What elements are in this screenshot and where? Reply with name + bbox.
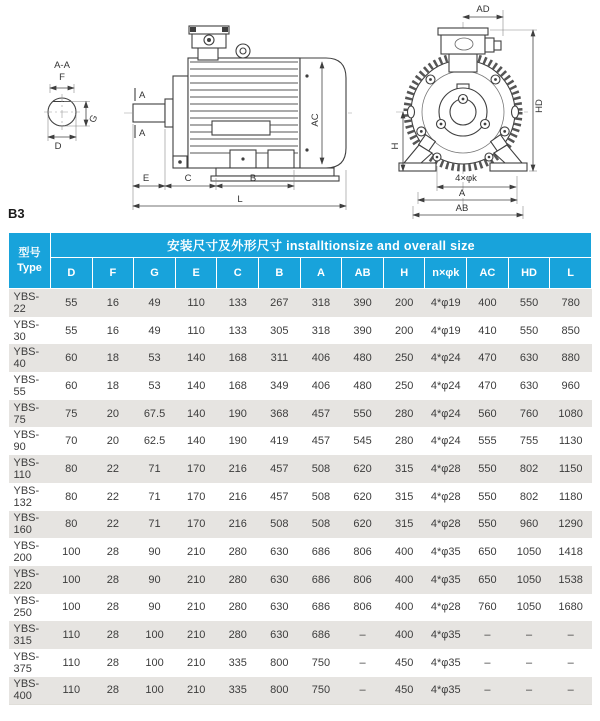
row-type: YBS-200	[13, 540, 40, 565]
row-type: YBS-110	[13, 456, 40, 481]
type-column-header	[9, 233, 51, 289]
cell: 16	[106, 324, 120, 337]
cell: 80	[65, 518, 78, 531]
cell: 4*φ24	[430, 352, 461, 365]
cell: 170	[186, 490, 206, 503]
cell: 4*φ28	[430, 601, 461, 614]
dim-label-ac: AC	[310, 113, 321, 127]
cell: 368	[270, 407, 289, 420]
cell: 280	[228, 629, 247, 642]
cell: 305	[270, 324, 289, 337]
cell: 4*φ35	[430, 656, 461, 669]
table-row	[9, 649, 592, 677]
cell: 4*φ35	[430, 629, 461, 642]
mounting-code-label: B3	[8, 206, 25, 221]
cell: 110	[62, 629, 81, 642]
cell: 1050	[516, 601, 542, 614]
cell: 16	[106, 296, 120, 309]
cell: 4*φ35	[425, 677, 467, 705]
cell: 508	[311, 518, 331, 531]
cell: 780	[561, 296, 580, 309]
cell: 280	[395, 407, 414, 420]
cell: 60	[65, 352, 78, 365]
cell: 545	[353, 435, 372, 448]
cell: 55	[65, 296, 78, 309]
cell: 140	[186, 352, 206, 365]
cell: 4*φ24	[430, 407, 461, 420]
cell: 67.5	[143, 407, 166, 420]
cell: 210	[186, 656, 206, 669]
cell: 560	[478, 407, 497, 420]
cell: 470	[478, 352, 497, 365]
cell: 4*φ28	[430, 518, 461, 531]
col-header-nk: n×φk	[425, 258, 467, 289]
cell: –	[525, 629, 533, 642]
cell: 400	[395, 573, 414, 586]
col-header-f: F	[92, 258, 134, 289]
cell: 100	[62, 546, 81, 559]
col-header-c: C	[217, 258, 259, 289]
cell: 28	[106, 573, 120, 586]
cell: 686	[311, 573, 331, 586]
section-marker-top: A	[139, 90, 146, 101]
cell: 508	[311, 490, 331, 503]
cell: 802	[519, 490, 539, 503]
cell: –	[467, 677, 509, 705]
cell: 760	[478, 601, 497, 614]
cell: 4*φ24	[430, 379, 461, 392]
cell: 400	[395, 629, 414, 642]
row-type: YBS-160	[13, 512, 40, 537]
technical-drawing	[0, 0, 600, 230]
cell: 110	[187, 296, 205, 309]
section-marker-bottom: A	[139, 128, 146, 139]
cell: 508	[270, 518, 289, 531]
cell: 406	[311, 352, 331, 365]
dim-label-c: C	[184, 173, 192, 184]
cell: –	[484, 629, 491, 642]
col-header-l: L	[550, 258, 592, 289]
cell: 216	[228, 490, 247, 503]
table-row	[9, 344, 592, 372]
col-header-b: B	[259, 258, 301, 289]
cell: 133	[228, 324, 247, 337]
cell: 630	[270, 629, 289, 642]
cell: 20	[106, 435, 120, 448]
cell: 100	[134, 677, 176, 705]
cell: 280	[395, 435, 414, 448]
dim-label-g: G	[87, 113, 101, 125]
cell: 90	[148, 546, 161, 559]
nameplate	[212, 121, 270, 135]
cell: 555	[478, 435, 497, 448]
cell: 630	[519, 352, 539, 365]
cell: 28	[106, 656, 120, 669]
cell: 457	[270, 462, 289, 475]
dim-label-hd: HD	[534, 99, 545, 113]
cell: 110	[62, 656, 81, 669]
terminal-box-side	[189, 26, 229, 60]
cell: 28	[92, 677, 134, 705]
type-header-zh: 型号	[18, 247, 41, 260]
cell: –	[359, 656, 366, 669]
cell: 400	[395, 546, 414, 559]
cell: 267	[270, 296, 289, 309]
row-type: YBS-400	[9, 677, 51, 705]
section-view-aa	[44, 60, 100, 152]
cell: 650	[478, 546, 497, 559]
row-type: YBS-220	[13, 567, 40, 592]
spec-table	[8, 232, 592, 705]
cell: 1130	[558, 435, 583, 448]
cell: 760	[519, 407, 539, 420]
row-type: YBS-250	[13, 595, 40, 620]
row-type: YBS-22	[13, 290, 40, 315]
cell: 315	[395, 462, 414, 475]
cell: 250	[395, 379, 414, 392]
cell: 960	[561, 379, 580, 392]
cell: 4*φ35	[430, 546, 461, 559]
cell: 318	[311, 296, 331, 309]
table-row	[9, 427, 592, 455]
dim-label-d: D	[54, 141, 62, 152]
cell: 450	[383, 677, 425, 705]
section-title: A-A	[54, 60, 70, 71]
cell: 800	[259, 677, 301, 705]
table-row	[9, 317, 592, 345]
cell: 62.5	[143, 435, 166, 448]
cell: 100	[145, 656, 164, 669]
cell: 280	[228, 573, 247, 586]
cell: 1290	[558, 518, 583, 531]
cell: 1150	[558, 462, 583, 475]
cell: 170	[186, 518, 206, 531]
cell: 4*φ19	[430, 324, 461, 337]
eye-bolt	[236, 44, 250, 58]
cell: 200	[395, 324, 414, 337]
cell: 250	[395, 352, 414, 365]
cell: 806	[353, 601, 372, 614]
group-header: 安装尺寸及外形尺寸 installtionsize and overall size	[51, 233, 592, 258]
cell: 315	[395, 518, 414, 531]
cell: 630	[270, 546, 289, 559]
cell: 53	[148, 379, 161, 392]
cell: 90	[148, 573, 161, 586]
cell: –	[484, 656, 491, 669]
table-row	[9, 483, 592, 511]
cell: 4*φ19	[430, 296, 461, 309]
dim-label-e: E	[142, 173, 150, 184]
cell: 311	[270, 352, 289, 365]
col-header-e: E	[175, 258, 217, 289]
cell: 1418	[558, 546, 583, 559]
cell: 630	[270, 601, 289, 614]
cell: 280	[228, 546, 247, 559]
cell: 450	[395, 656, 414, 669]
cell: 55	[65, 324, 78, 337]
cell: 20	[106, 407, 120, 420]
cell: 410	[478, 324, 497, 337]
cell: 686	[311, 546, 331, 559]
table-body	[9, 289, 592, 705]
cell: 28	[106, 601, 120, 614]
cell: 650	[478, 573, 497, 586]
cell: 1050	[516, 573, 542, 586]
cell: 80	[65, 490, 78, 503]
cell: 140	[186, 379, 206, 392]
cell: 190	[228, 435, 247, 448]
cell: –	[525, 656, 533, 669]
cell: –	[508, 677, 550, 705]
table-row	[9, 621, 592, 649]
col-header-a: A	[300, 258, 342, 289]
cell: 550	[478, 462, 497, 475]
cell: 457	[311, 407, 331, 420]
cell: –	[359, 629, 366, 642]
cell: 802	[519, 462, 539, 475]
cell: 1538	[558, 573, 583, 586]
cell: 550	[478, 490, 497, 503]
side-view	[124, 26, 352, 210]
cell: 210	[186, 629, 206, 642]
cell: 49	[148, 296, 161, 309]
cell: 960	[519, 518, 539, 531]
cell: 170	[186, 462, 206, 475]
cell: 4*φ24	[430, 435, 461, 448]
cell: –	[567, 629, 574, 642]
cell: 686	[311, 601, 331, 614]
cell: –	[342, 677, 384, 705]
table-row	[9, 400, 592, 428]
cell: 508	[311, 462, 331, 475]
cell: 620	[353, 518, 372, 531]
cell: 470	[478, 379, 497, 392]
table-row	[9, 677, 592, 705]
row-type: YBS-90	[13, 429, 40, 454]
dim-label-l: L	[237, 194, 243, 205]
cell: 620	[353, 490, 372, 503]
table-row	[9, 566, 592, 594]
cell: 190	[228, 407, 247, 420]
cell: 210	[186, 573, 206, 586]
cell: 110	[187, 324, 205, 337]
row-type: YBS-132	[13, 484, 40, 509]
cell: 750	[300, 677, 342, 705]
cell: –	[567, 656, 574, 669]
cell: 390	[353, 324, 372, 337]
cell: 1180	[558, 490, 583, 503]
cell: 22	[106, 462, 120, 475]
cell: 630	[519, 379, 539, 392]
table-row	[9, 538, 592, 566]
cell: 216	[228, 462, 247, 475]
cell: 800	[270, 656, 289, 669]
cell: 400	[395, 601, 414, 614]
cell: 53	[148, 352, 161, 365]
col-header-ab: AB	[342, 258, 384, 289]
cell: 4*φ35	[430, 573, 461, 586]
dim-label-a: A	[458, 188, 466, 199]
cell: 80	[65, 462, 78, 475]
row-type: YBS-75	[13, 401, 40, 426]
cell: 60	[65, 379, 78, 392]
cell: 390	[353, 296, 372, 309]
table-row	[9, 511, 592, 539]
cell: 133	[228, 296, 247, 309]
cell: 210	[186, 546, 206, 559]
cell: 71	[148, 518, 161, 531]
cell: 550	[353, 407, 372, 420]
cell: 71	[148, 490, 161, 503]
cell: 210	[175, 677, 217, 705]
cell: 70	[65, 435, 78, 448]
cell: 71	[148, 462, 161, 475]
cell: 200	[395, 296, 414, 309]
dim-label-bolt-holes: 4×φk	[455, 173, 477, 184]
cell: 335	[228, 656, 247, 669]
row-type: YBS-375	[13, 650, 40, 675]
cell: 28	[106, 546, 120, 559]
dim-label-h: H	[390, 142, 401, 150]
dim-label-ab: AB	[455, 203, 469, 214]
row-type: YBS-315	[13, 623, 40, 648]
cell: 457	[270, 490, 289, 503]
cell: 550	[478, 518, 497, 531]
cell: –	[550, 677, 592, 705]
cell: 419	[270, 435, 289, 448]
col-header-d: D	[51, 258, 93, 289]
cell: 406	[311, 379, 331, 392]
cell: 318	[311, 324, 331, 337]
cell: 480	[353, 352, 372, 365]
cell: 750	[311, 656, 331, 669]
table-row	[9, 372, 592, 400]
cell: 22	[106, 518, 120, 531]
cell: 168	[228, 379, 247, 392]
cell: 140	[186, 435, 206, 448]
cell: 90	[148, 601, 161, 614]
cell: 457	[311, 435, 331, 448]
cell: 75	[65, 407, 78, 420]
col-header-ac: AC	[467, 258, 509, 289]
cell: 620	[353, 462, 372, 475]
spec-table-container	[8, 232, 592, 705]
cell: 100	[145, 629, 164, 642]
col-header-h: H	[383, 258, 425, 289]
row-type: YBS-30	[13, 318, 40, 343]
cell: 880	[561, 352, 580, 365]
cell: 28	[106, 629, 120, 642]
cell: 1680	[558, 601, 583, 614]
cell: 216	[228, 518, 247, 531]
cell: 18	[106, 352, 120, 365]
cell: 630	[270, 573, 289, 586]
cell: 550	[519, 324, 539, 337]
cell: 210	[186, 601, 206, 614]
dim-label-f: F	[59, 72, 65, 83]
cell: 22	[106, 490, 120, 503]
cell: 806	[353, 573, 372, 586]
cell: 400	[478, 296, 497, 309]
cell: 755	[519, 435, 539, 448]
cell: 550	[519, 296, 539, 309]
cell: 168	[228, 352, 247, 365]
cell: 480	[353, 379, 372, 392]
table-header	[9, 233, 592, 289]
cell: 4*φ28	[430, 462, 461, 475]
cell: 18	[106, 379, 120, 392]
table-row	[9, 594, 592, 622]
table-row	[9, 455, 592, 483]
cell: 806	[353, 546, 372, 559]
row-type: YBS-55	[13, 373, 40, 398]
front-view	[390, 4, 545, 219]
cell: 1080	[558, 407, 583, 420]
col-header-hd: HD	[508, 258, 550, 289]
cell: 110	[51, 677, 93, 705]
row-type: YBS-40	[13, 346, 40, 371]
dim-label-b: B	[249, 173, 257, 184]
type-header-en: Type	[17, 261, 42, 274]
cell: 850	[561, 324, 580, 337]
table-row	[9, 289, 592, 317]
cell: 686	[311, 629, 331, 642]
cell: 140	[186, 407, 206, 420]
cell: 349	[270, 379, 289, 392]
col-header-g: G	[134, 258, 176, 289]
cell: 49	[148, 324, 161, 337]
cell: 315	[395, 490, 414, 503]
dim-label-ad: AD	[476, 4, 490, 15]
cell: 335	[217, 677, 259, 705]
cell: 100	[62, 573, 81, 586]
cell: 280	[228, 601, 247, 614]
cell: 100	[62, 601, 81, 614]
cell: 4*φ28	[430, 490, 461, 503]
column-header-row	[9, 258, 592, 289]
cell: 1050	[516, 546, 542, 559]
